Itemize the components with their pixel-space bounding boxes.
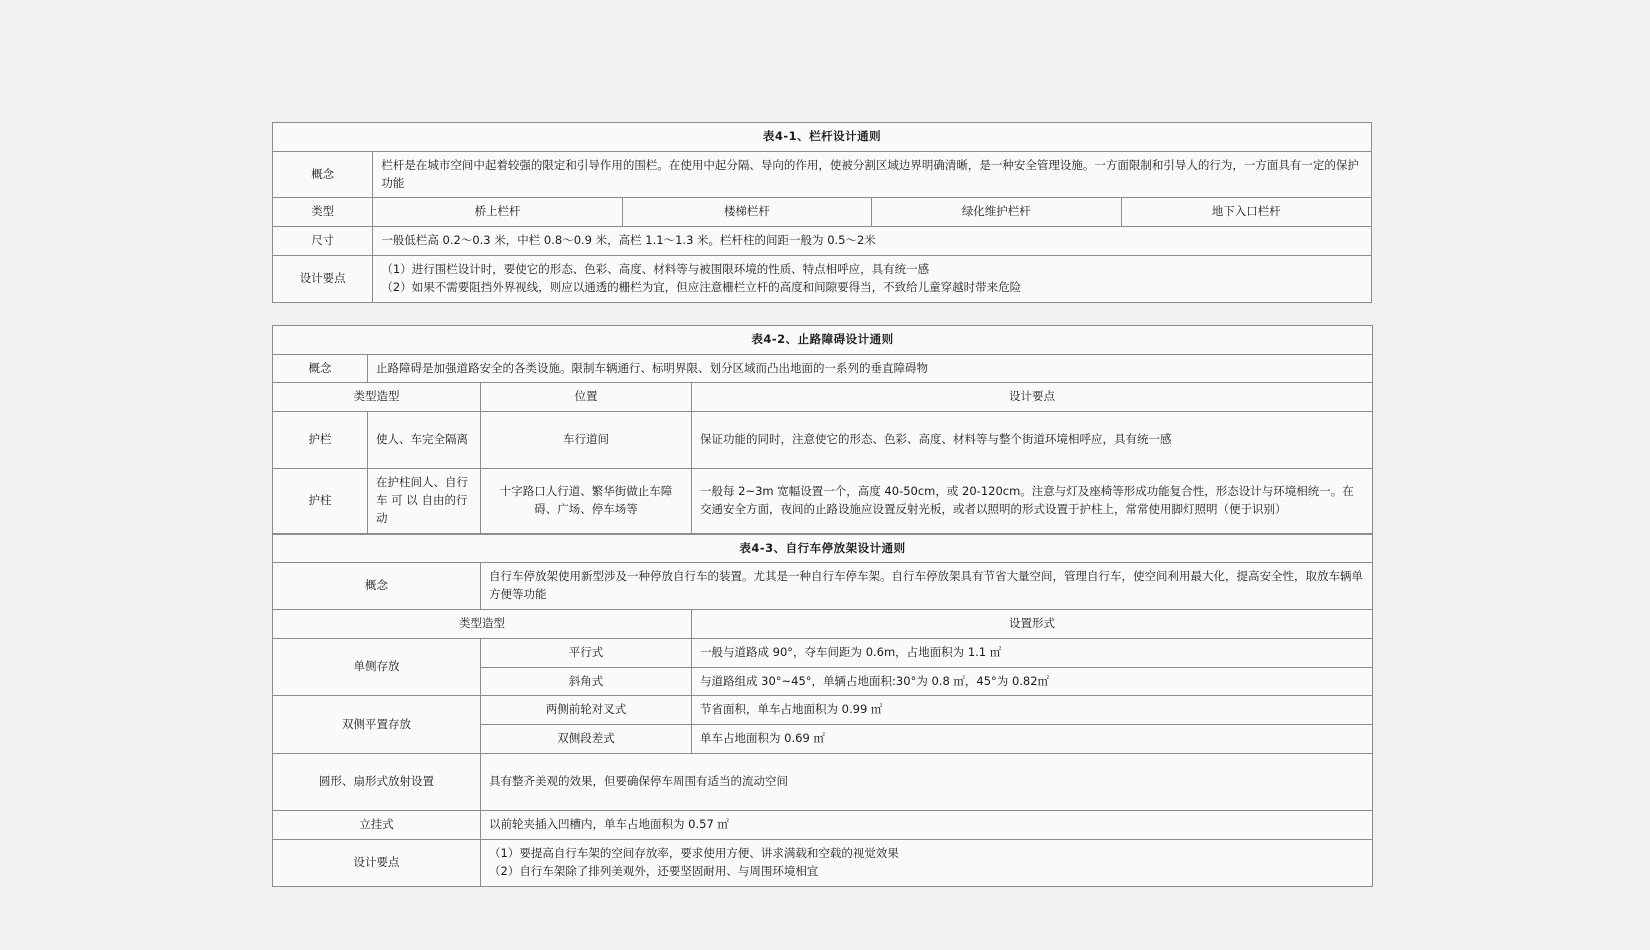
desc-cell: 单车占地面积为 0.69 ㎡ xyxy=(692,725,1373,754)
document-sheet xyxy=(272,122,1372,909)
type-cell: 绿化维护栏杆 xyxy=(872,198,1121,227)
table-header-row xyxy=(273,383,1373,412)
position-cell: 车行道间 xyxy=(481,412,692,469)
design-point: （2）自行车架除了排列美观外，还要坚固耐用、与周围环境相宜 xyxy=(489,863,819,878)
table-4-1 xyxy=(272,122,1372,303)
type-cell: 桥上栏杆 xyxy=(373,198,622,227)
header-points: 设计要点 xyxy=(692,383,1373,412)
row-label: 尺寸 xyxy=(273,227,373,256)
design-point: （1）要提高自行车架的空间存放率，要求使用方便、讲求满载和空载的视觉效果 xyxy=(489,845,899,860)
form-cell: 双侧段差式 xyxy=(481,725,692,754)
type-cell: 立挂式 xyxy=(273,811,481,840)
concept-label: 概念 xyxy=(273,563,481,610)
shape-cell: 在护柱间人、自行车 可 以 自由的行动 xyxy=(368,469,481,533)
table-row xyxy=(273,151,1372,198)
desc-cell: 具有整齐美观的效果，但要确保停车周围有适当的流动空间 xyxy=(481,754,1373,811)
table-row xyxy=(273,469,1373,533)
table-row xyxy=(273,563,1373,610)
table-4-3 xyxy=(272,534,1373,887)
form-cell: 平行式 xyxy=(481,638,692,667)
size-text: 一般低栏高 0.2～0.3 米，中栏 0.8～0.9 米，高栏 1.1～1.3 米。栏杆柱的间距一般为 0.5～2米 xyxy=(373,227,1372,256)
type-cell: 地下入口栏杆 xyxy=(1121,198,1372,227)
table-title: 表4-2、止路障碍设计通则 xyxy=(273,325,1373,354)
desc-cell: 以前轮夹插入凹槽内，单车占地面积为 0.57 ㎡ xyxy=(481,811,1373,840)
design-points xyxy=(481,839,1373,886)
table-row xyxy=(273,198,1372,227)
type-cell: 护栏 xyxy=(273,412,368,469)
row-label: 概念 xyxy=(273,151,373,198)
points-label: 设计要点 xyxy=(273,839,481,886)
table-row xyxy=(273,227,1372,256)
table-row xyxy=(273,325,1373,354)
table-row xyxy=(273,256,1372,303)
type-cell: 楼梯栏杆 xyxy=(622,198,871,227)
table-row xyxy=(273,696,1373,725)
form-cell: 斜角式 xyxy=(481,667,692,696)
shape-cell: 使人、车完全隔离 xyxy=(368,412,481,469)
design-point: （1）进行围栏设计时，要使它的形态、色彩、高度、材料等与被围限环境的性质、特点相呼应，具有统一感 xyxy=(381,262,930,277)
table-row xyxy=(273,123,1372,152)
table-row xyxy=(273,811,1373,840)
row-label: 设计要点 xyxy=(273,256,373,303)
form-cell: 两侧前轮对叉式 xyxy=(481,696,692,725)
concept-label: 概念 xyxy=(273,354,368,383)
table-4-2 xyxy=(272,325,1372,887)
desc-cell: 节省面积，单车占地面积为 0.99 ㎡ xyxy=(692,696,1373,725)
header-type: 类型造型 xyxy=(273,383,481,412)
table-row xyxy=(273,412,1373,469)
header-type: 类型造型 xyxy=(273,610,692,639)
table-row xyxy=(273,534,1373,563)
position-cell: 十字路口人行道、繁华街做止车障碍、广场、停车场等 xyxy=(481,469,692,533)
type-cell: 护柱 xyxy=(273,469,368,533)
points-cell: 保证功能的同时，注意使它的形态、色彩、高度、材料等与整个街道环境相呼应，具有统一感 xyxy=(692,412,1373,469)
desc-cell: 与道路组成 30°~45°，单辆占地面积:30°为 0.8 ㎡，45°为 0.82㎡ xyxy=(692,667,1373,696)
design-points xyxy=(373,256,1372,303)
concept-text: 止路障碍是加强道路安全的各类设施。限制车辆通行、标明界限、划分区域而凸出地面的一系列的垂直障碍物 xyxy=(368,354,1373,383)
type-cell: 双侧平置存放 xyxy=(273,696,481,754)
table-row xyxy=(273,354,1373,383)
desc-cell: 一般与道路成 90°，夺车间距为 0.6m，占地面积为 1.1 ㎡ xyxy=(692,638,1373,667)
type-cell: 圆形、扇形式放射设置 xyxy=(273,754,481,811)
header-position: 位置 xyxy=(481,383,692,412)
table-row xyxy=(273,638,1373,667)
table-title: 表4-1、栏杆设计通则 xyxy=(273,123,1372,152)
design-point: （2）如果不需要阻挡外界视线，则应以通透的栅栏为宜，但应注意栅栏立杆的高度和间隙要得当，不致给儿童穿越时带来危险 xyxy=(381,279,1022,294)
row-label: 类型 xyxy=(273,198,373,227)
table-title: 表4-3、自行车停放架设计通则 xyxy=(273,534,1373,563)
header-form: 设置形式 xyxy=(692,610,1373,639)
concept-text: 栏杆是在城市空间中起着较强的限定和引导作用的围栏。在使用中起分隔、导向的作用，使被分割区域边界明确清晰，是一种安全管理设施。一方面限制和引导人的行为，一方面具有一定的保护功能 xyxy=(373,151,1372,198)
table-row xyxy=(273,839,1373,886)
points-cell: 一般每 2~3m 宽幅设置一个，高度 40-50cm，或 20-120cm。注意与灯及座椅等形成功能复合性，形态设计与环境相统一。在交通安全方面，夜间的止路设施应设置反射光板，或者以照明的形式设置于护柱上，常常使用脚灯照明（便于识别） xyxy=(692,469,1373,533)
table-row xyxy=(273,754,1373,811)
table-header-row xyxy=(273,610,1373,639)
type-cell: 单侧存放 xyxy=(273,638,481,696)
concept-text: 自行车停放架使用新型涉及一种停放自行车的装置。尤其是一种自行车停车架。自行车停放架具有节省大量空间，管理自行车，使空间利用最大化，提高安全性，取放车辆单方便等功能 xyxy=(481,563,1373,610)
